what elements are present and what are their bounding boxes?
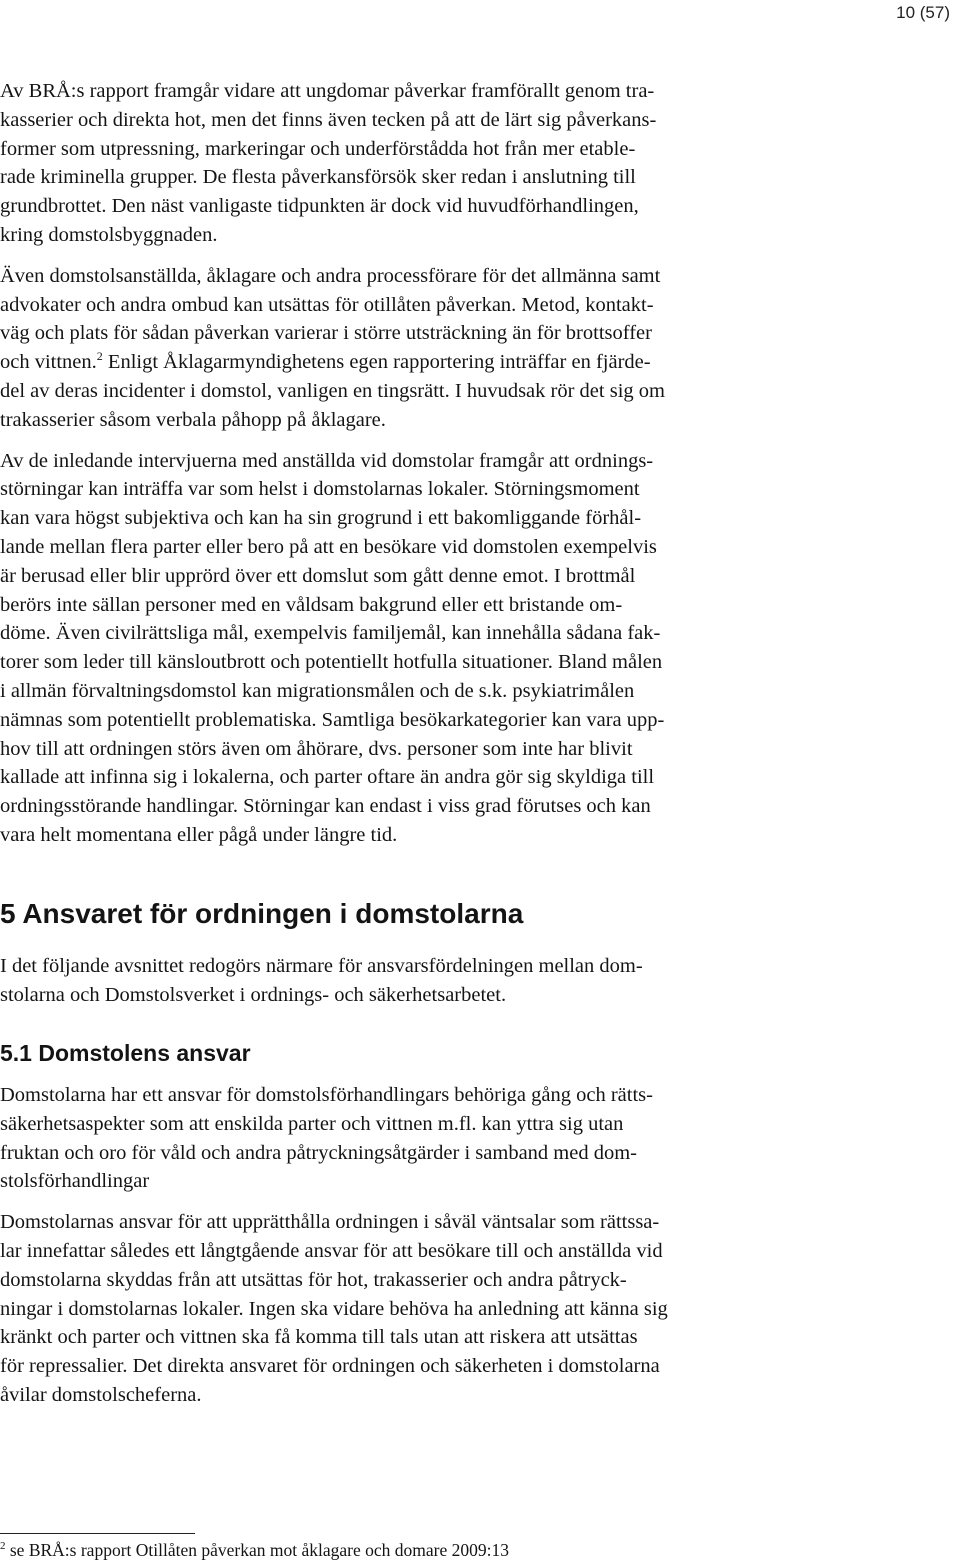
text-line: döme. Även civilrättsliga mål, exempelvis familjemål, kan innehålla sådana fak- <box>0 622 661 645</box>
text-line <box>0 348 815 377</box>
text-line: störningar kan inträffa var som helst i domstolarnas lokaler. Störningsmoment <box>0 478 640 501</box>
text-line: Av de inledande intervjuerna med anställda vid domstolar framgår att ordnings- <box>0 449 654 472</box>
text-line: I det följande avsnittet redogörs närmare för ansvarsfördelningen mellan dom- <box>0 955 643 977</box>
text-line: former som utpressning, markeringar och underförstådda hot från mer etable- <box>0 137 636 160</box>
paragraph-4 <box>0 952 815 1010</box>
text-line: kallade att infinna sig i lokalerna, och parter oftare än andra gör sig skyldiga till <box>0 766 655 789</box>
footnote <box>0 1540 509 1561</box>
text-line: berörs inte sällan personer med en våldsam bakgrund eller ett bristande om- <box>0 593 623 616</box>
paragraph-1 <box>0 77 815 250</box>
text-line: säkerhetsaspekter som att enskilda parter och vittnen m.fl. kan yttra sig utan <box>0 1112 624 1135</box>
text-line: åvilar domstolscheferna. <box>0 1383 202 1406</box>
paragraph-2 <box>0 262 815 435</box>
text-fragment: Enligt Åklagarmyndighetens egen rapportering inträffar en fjärde- <box>102 351 651 374</box>
text-line: rade kriminella grupper. De flesta påverkansförsök sker redan i anslutning till <box>0 166 636 189</box>
text-line: kring domstolsbyggnaden. <box>0 223 218 246</box>
section-intro <box>0 952 815 1022</box>
text-line: stolsförhandlingar <box>0 1170 150 1193</box>
footnote-separator <box>0 1533 195 1534</box>
text-line: stolarna och Domstolsverket i ordnings- och säkerhetsarbetet. <box>0 983 507 1006</box>
footnote-number: 2 <box>0 1540 6 1552</box>
text-line: domstolarna skyddas från att utsättas för hot, trakasserier och andra påtryck- <box>0 1268 627 1291</box>
text-line: vara helt momentana eller pågå under längre tid. <box>0 823 398 846</box>
text-line: för repressalier. Det direkta ansvaret för ordningen och säkerheten i domstolarna <box>0 1355 660 1378</box>
text-line: är berusad eller blir upprörd över ett domslut som gått denne emot. I brottmål <box>0 564 636 587</box>
text-line: väg och plats för sådan påverkan varierar i större utsträckning än för brottsoffer <box>0 322 652 345</box>
text-line: lande mellan flera parter eller bero på att en besökare vid domstolen exempelvis <box>0 535 657 558</box>
paragraph-6 <box>0 1208 815 1410</box>
text-line: Domstolarnas ansvar för att upprätthålla ordningen i såväl väntsalar som rättssa- <box>0 1211 660 1234</box>
text-line: Domstolarna har ett ansvar för domstolsförhandlingars behöriga gång och rätts- <box>0 1084 653 1106</box>
text-line: Av BRÅ:s rapport framgår vidare att ungdomar påverkar framförallt genom tra- <box>0 80 655 102</box>
text-line: i allmän förvaltningsdomstol kan migrationsmålen och de s.k. psykiatrimålen <box>0 679 635 702</box>
text-line: nämnas som potentiellt problematiska. Samtliga besökarkategorier kan vara upp- <box>0 708 665 731</box>
footnote-text: se BRÅ:s rapport Otillåten påverkan mot åklagare och domare 2009:13 <box>5 1540 509 1560</box>
main-text <box>0 77 815 862</box>
text-line: trakasserier såsom verbala påhopp på åklagare. <box>0 408 386 431</box>
text-line: del av deras incidenter i domstol, vanligen en tingsrätt. I huvudsak rör det sig om <box>0 379 665 402</box>
text-line: lar innefattar således ett långtgående ansvar för att besökare till och anställda vid <box>0 1239 663 1262</box>
text-line: fruktan och oro för våld och andra påtryckningsåtgärder i samband med dom- <box>0 1141 637 1164</box>
paragraph-3 <box>0 447 815 850</box>
text-line: kränkt och parter och vittnen ska få komma till tals utan att riskera att utsättas <box>0 1326 638 1349</box>
section-heading: 5 Ansvaret för ordningen i domstolarna <box>0 898 524 929</box>
footnote-reference: 2 <box>96 349 103 364</box>
page-number: 10 (57) <box>896 3 950 22</box>
text-line: hov till att ordningen störs även om åhörare, dvs. personer som inte har blivit <box>0 737 633 760</box>
subsection-heading: 5.1 Domstolens ansvar <box>0 1040 251 1066</box>
text-line: ningar i domstolarnas lokaler. Ingen ska vidare behöva ha anledning att känna sig <box>0 1297 668 1320</box>
text-line: grundbrottet. Den näst vanligaste tidpunkten är dock vid huvudförhandlingen, <box>0 195 639 218</box>
text-line: ordningsstörande handlingar. Störningar kan endast i viss grad förutses och kan <box>0 795 651 818</box>
text-line: advokater och andra ombud kan utsättas för otillåten påverkan. Metod, kontakt- <box>0 293 654 316</box>
text-line: Även domstolsanställda, åklagare och andra processförare för det allmänna samt <box>0 264 661 287</box>
text-line: torer som leder till känsloutbrott och potentiellt hotfulla situationer. Bland målen <box>0 651 663 674</box>
paragraph-5 <box>0 1081 815 1196</box>
subsection-body <box>0 1081 815 1422</box>
text-fragment: och vittnen. <box>0 351 97 374</box>
text-line: kan vara högst subjektiva och kan ha sin grogrund i ett bakomliggande förhål- <box>0 507 642 530</box>
text-line: kasserier och direkta hot, men det finns även tecken på att de lärt sig påverkans- <box>0 108 657 131</box>
